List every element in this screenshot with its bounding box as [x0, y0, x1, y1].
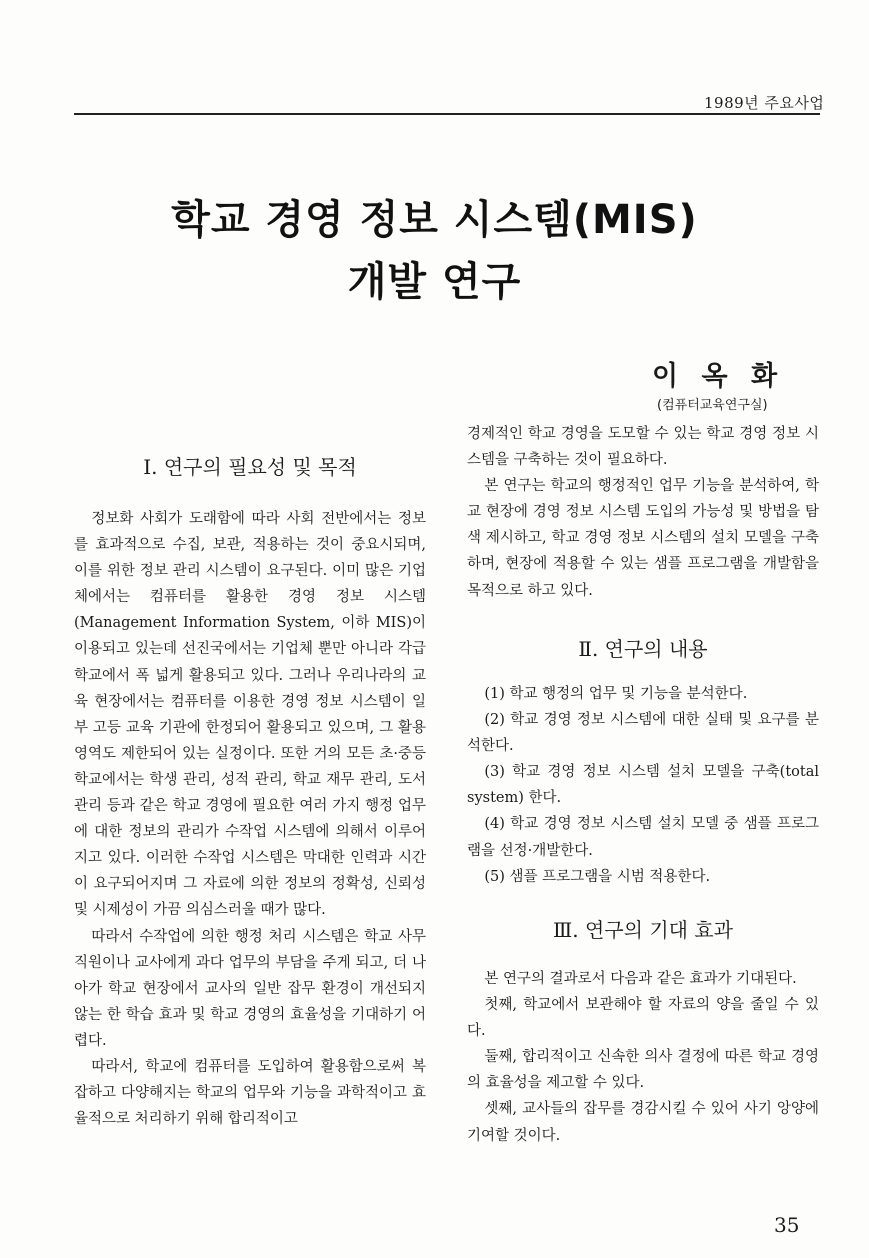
left-paragraph-2: 따라서 수작업에 의한 행정 처리 시스템은 학교 사무 직원이나 교사에게 과다 업무의 부담을 주게 되고, 더 나아가 학교 현장에서 교사의 일반 잡무 환경이 개선되지 않는 한 학습 효과 및 학교 경영의 효율성을 기대하기 어렵다. [74, 928, 426, 1049]
content-item-4: (4) 학교 경영 정보 시스템 설치 모델 중 샘플 프로그램을 선정·개발한다. [467, 816, 819, 859]
article-title-line2: 개발 연구 [347, 259, 522, 305]
content-item-3: (3) 학교 경영 정보 시스템 설치 모델을 구축(total system) 한다. [467, 764, 819, 807]
research-content-list [467, 681, 819, 890]
header-rule [74, 113, 820, 115]
article-title-line1: 학교 경영 정보 시스템(MIS) [171, 197, 698, 243]
section-heading-1: Ⅰ. 연구의 필요성 및 목적 [143, 455, 357, 479]
effect-1: 첫째, 학교에서 보관해야 할 자료의 양을 줄일 수 있다. [467, 997, 819, 1040]
effect-3: 셋째, 교사들의 잡무를 경감시킬 수 있어 사기 앙양에 기여할 것이다. [467, 1101, 819, 1144]
section-heading-2: Ⅱ. 연구의 내용 [578, 637, 708, 661]
content-item-5: (5) 샘플 프로그램을 시범 적용한다. [484, 868, 711, 885]
content-item-1: (1) 학교 행정의 업무 및 기능을 분석한다. [484, 686, 748, 702]
effects-intro: 본 연구의 결과로서 다음과 같은 효과가 기대된다. [484, 971, 797, 987]
expected-effects [467, 966, 819, 1149]
running-header: 1989년 주요사업 [704, 94, 825, 112]
left-paragraph-3: 따라서, 학교에 컴퓨터를 도입하여 활용함으로써 복잡하고 다양해지는 학교의 업무와 기능을 과학적이고 효율적으로 처리하기 위해 합리적이고 [74, 1058, 426, 1128]
effect-2: 둘째, 합리적이고 신속한 의사 결정에 따른 학교 경영의 효율성을 제고할 수 있다. [467, 1049, 819, 1092]
right-paragraph-0: 경제적인 학교 경영을 도모할 수 있는 학교 경영 정보 시스템을 구축하는 것이 필요하다. [467, 426, 819, 469]
left-column [74, 506, 426, 1132]
author-name: 이 옥 화 [652, 361, 778, 392]
content-item-2: (2) 학교 경영 정보 시스템에 대한 실태 및 요구를 분석한다. [467, 712, 819, 755]
author-affiliation: (컴퓨터교육연구실) [657, 398, 768, 413]
section-heading-3: Ⅲ. 연구의 기대 효과 [553, 918, 733, 942]
page-number: 35 [774, 1213, 800, 1237]
left-paragraph-1: 정보화 사회가 도래함에 따라 사회 전반에서는 정보를 효과적으로 수집, 보관, 적용하는 것이 중요시되며, 이를 위한 정보 관리 시스템이 요구된다. 이미 많은 기업체에서는 컴퓨터를 활용한 경영 정보 시스템 (Management Information System, 이하 MIS)이 이용되고 있는데 선진국에서는 기업체 뿐만 아니라 각급 학교에서 폭 넓게 활용되고 있다. 그러나 우리나라의 교육 현장에서는 컴퓨터를 이용한 경영 정보 시스템이 일부 고등 교육 기관에 한정되어 활용되고 있으며, 그 활용 영역도 제한되어 있는 실정이다. 또한 거의 모든 초·중등학교에서는 학생 관리, 성적 관리, 학교 재무 관리, 도서 관리 등과 같은 학교 경영에 필요한 여러 가지 행정 업무에 대한 정보의 관리가 수작업 시스템에 의해서 이루어지고 있다. 이러한 수작업 시스템은 막대한 인력과 시간이 요구되어지며 그 자료에 의한 정보의 정확성, 신뢰성 및 시제성이 가끔 의심스러울 때가 많다. [74, 511, 426, 919]
right-paragraph-1: 본 연구는 학교의 행정적인 업무 기능을 분석하여, 학교 현장에 경영 정보 시스템 도입의 가능성 및 방법을 탐색 제시하고, 학교 경영 정보 시스템의 설치 모델을 구축하며, 현장에 적용할 수 있는 샘플 프로그램을 개발함을 목적으로 하고 있다. [467, 478, 819, 599]
right-column-top [467, 421, 819, 604]
